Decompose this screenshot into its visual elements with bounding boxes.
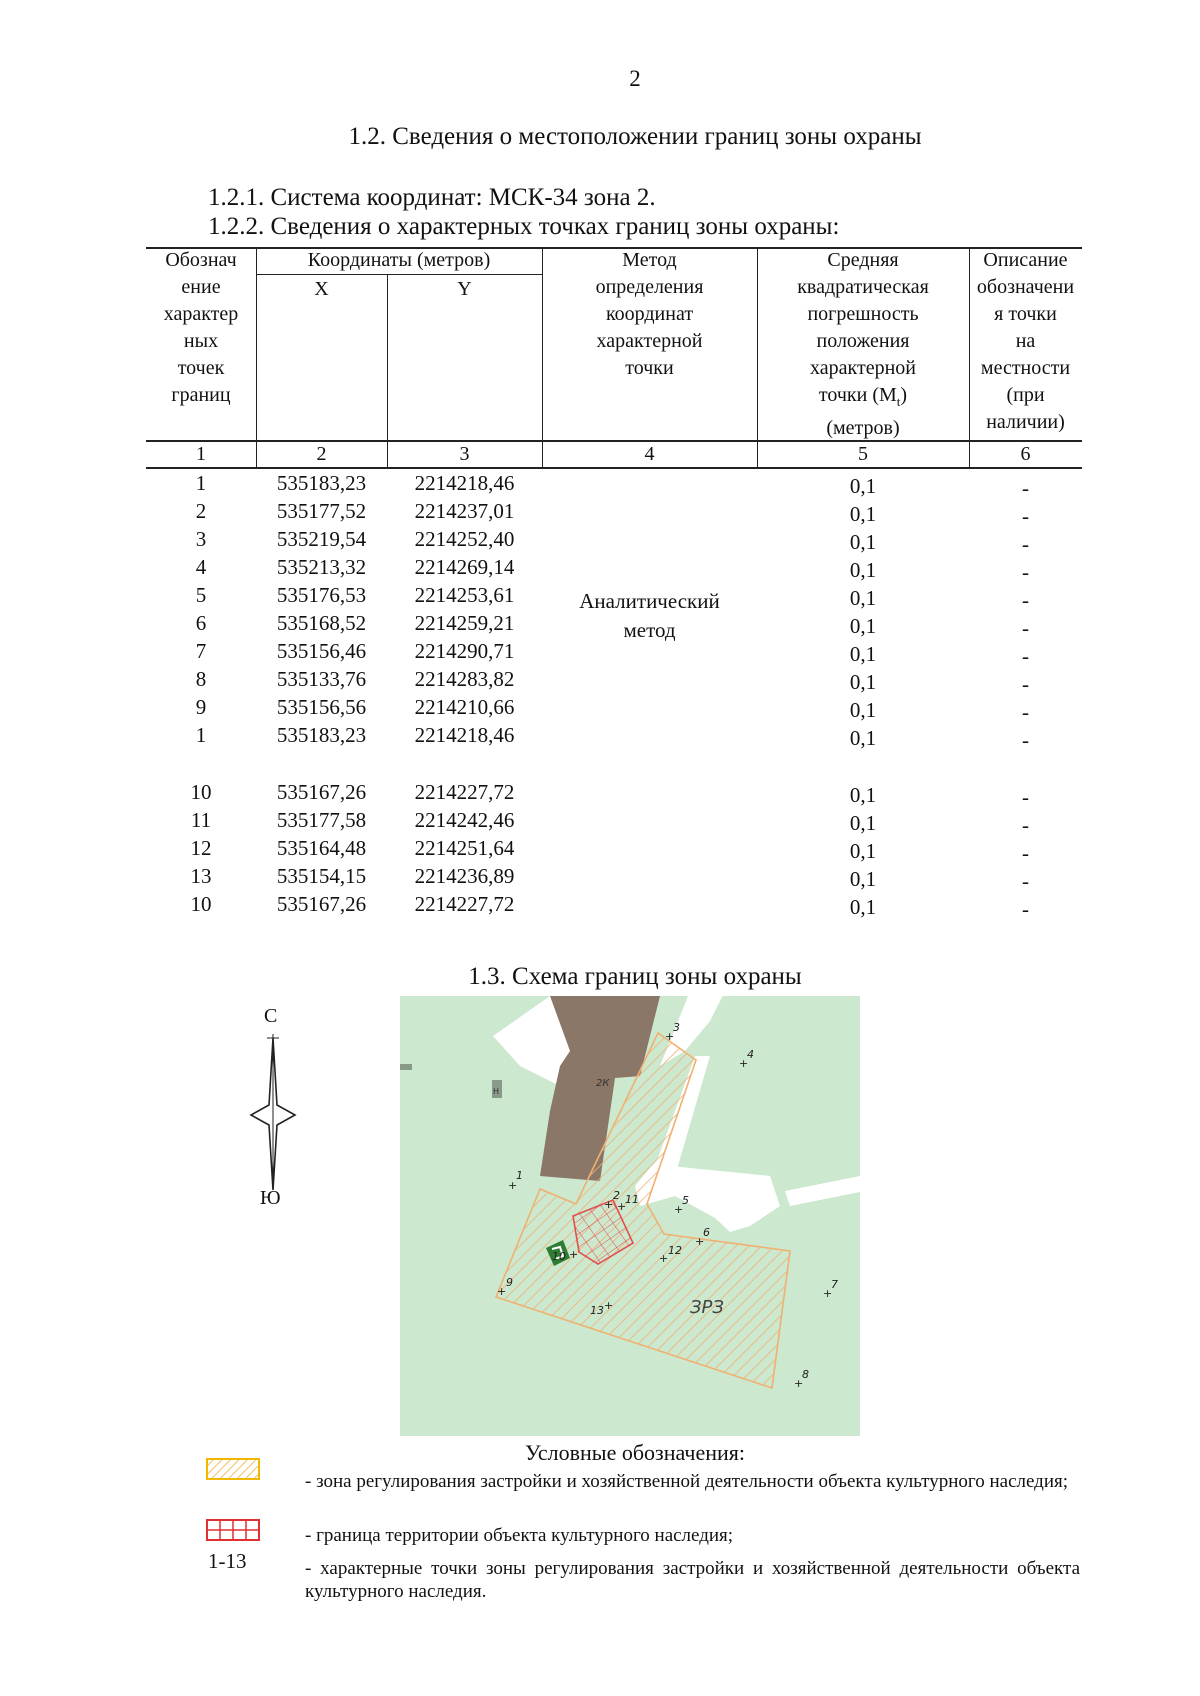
column-number: 3 <box>459 443 470 465</box>
point-7-label: 7 <box>831 1278 838 1291</box>
cell-description: - <box>1022 476 1029 500</box>
cell-y: 2214218,46 <box>414 723 515 747</box>
cell-point-number: 3 <box>195 527 207 551</box>
point-9-label: 9 <box>506 1276 513 1289</box>
point-3-label: 3 <box>673 1021 680 1034</box>
point-6-label: 6 <box>703 1226 710 1239</box>
cell-x: 535176,53 <box>276 583 367 607</box>
cell-x: 535154,15 <box>276 864 367 888</box>
cell-x: 535177,58 <box>276 808 367 832</box>
cell-description: - <box>1022 672 1029 696</box>
cell-error: 0,1 <box>849 558 877 582</box>
point-10-label: 10 <box>552 1250 566 1263</box>
cell-x: 535164,48 <box>276 836 367 860</box>
cell-x: 535167,26 <box>276 780 367 804</box>
header-y: Y <box>457 278 472 300</box>
cell-point-number: 9 <box>195 695 207 719</box>
cell-x: 535156,56 <box>276 695 367 719</box>
point-11-marker: + <box>617 1200 627 1213</box>
zrz-legend-symbol <box>206 1458 260 1480</box>
cell-error: 0,1 <box>849 698 877 722</box>
point-8-marker: + <box>794 1377 804 1390</box>
cell-error: 0,1 <box>849 530 877 554</box>
point-5-label: 5 <box>682 1194 689 1207</box>
cell-point-number: 1 <box>195 723 207 747</box>
small-structure <box>400 1064 412 1070</box>
column-number: 5 <box>858 443 868 465</box>
cell-point-number: 7 <box>195 639 207 663</box>
cell-error: 0,1 <box>849 867 877 891</box>
point-2-label: 2 <box>613 1189 620 1202</box>
point-1-marker: + <box>508 1179 518 1192</box>
method-value: Аналитический метод <box>579 589 720 642</box>
zone-label: ЗРЗ <box>690 1297 724 1318</box>
heritage-legend-symbol <box>206 1519 260 1541</box>
point-9-marker: + <box>497 1285 507 1298</box>
cell-x: 535213,32 <box>276 555 367 579</box>
cell-description: - <box>1022 504 1029 528</box>
cell-x: 535177,52 <box>276 499 367 523</box>
cell-y: 2214227,72 <box>414 892 515 916</box>
column-number: 6 <box>1020 443 1031 465</box>
legend-boundary-text: - граница территории объекта культурного наследия; <box>305 1525 734 1546</box>
point-8-label: 8 <box>802 1368 809 1381</box>
cell-y: 2214251,64 <box>414 836 515 860</box>
cell-point-number: 1 <box>195 471 207 495</box>
point-5-marker: + <box>674 1203 684 1216</box>
cell-x: 535183,23 <box>276 471 367 495</box>
coord-system-line: 1.2.1. Система координат: МСК-34 зона 2. <box>208 184 656 211</box>
point-12-label: 12 <box>668 1244 682 1257</box>
cell-description: - <box>1022 588 1029 612</box>
cell-x: 535168,52 <box>276 611 367 635</box>
scheme-map <box>400 996 860 1436</box>
header-method: Метод определения координат характерной точки <box>595 249 704 379</box>
cell-error: 0,1 <box>849 642 877 666</box>
cell-point-number: 11 <box>190 808 212 832</box>
header-description: Описание обозначени я точки на местности (при наличии) <box>976 249 1075 433</box>
cell-x: 535133,76 <box>276 667 367 691</box>
cell-description: - <box>1022 644 1029 668</box>
point-7-marker: + <box>823 1287 833 1300</box>
small-structure-label: Н <box>493 1087 500 1096</box>
cell-description: - <box>1022 700 1029 724</box>
cell-error: 0,1 <box>849 726 877 750</box>
building-label: 2К <box>596 1078 610 1089</box>
cell-error: 0,1 <box>849 586 877 610</box>
cell-description: - <box>1022 841 1029 865</box>
column-number: 2 <box>316 443 327 465</box>
cell-y: 2214252,40 <box>414 527 515 551</box>
cell-error: 0,1 <box>849 895 877 919</box>
header-error: Средняя квадратическая погрешность положения характерной точки $(M_t)$ (метров) <box>797 249 929 439</box>
column-number: 4 <box>644 443 655 465</box>
cell-point-number: 4 <box>195 555 207 579</box>
legend-title: Условные обозначения: <box>524 1440 746 1465</box>
point-4-marker: + <box>739 1057 749 1070</box>
cell-point-number: 8 <box>195 667 207 691</box>
point-6-marker: + <box>695 1235 705 1248</box>
south-label: Ю <box>260 1187 281 1209</box>
point-4-label: 4 <box>747 1048 754 1061</box>
point-3-marker: + <box>665 1030 675 1043</box>
cell-y: 2214242,46 <box>414 808 515 832</box>
cell-point-number: 10 <box>190 892 212 916</box>
north-arrow <box>238 1005 310 1215</box>
points-info-line: 1.2.2. Сведения о характерных точках границ зоны охраны: <box>208 213 840 240</box>
cell-y: 2214283,82 <box>414 667 515 691</box>
cell-error: 0,1 <box>849 839 877 863</box>
cell-error: 0,1 <box>849 474 877 498</box>
point-1-label: 1 <box>516 1169 523 1182</box>
cell-y: 2214290,71 <box>414 639 515 663</box>
column-number: 1 <box>196 443 206 465</box>
cell-description: - <box>1022 728 1029 752</box>
cell-error: 0,1 <box>849 502 877 526</box>
cell-description: - <box>1022 897 1029 921</box>
point-10-marker: + <box>569 1248 579 1261</box>
point-13-label: 13 <box>590 1304 604 1317</box>
cell-description: - <box>1022 560 1029 584</box>
legend-points-text: - характерные точки зоны регулирования застройки и хозяйственной деятельности объекта культурного наследия. <box>305 1558 1080 1602</box>
cell-point-number: 10 <box>190 780 212 804</box>
cell-y: 2214253,61 <box>414 583 515 607</box>
cell-description: - <box>1022 532 1029 556</box>
cell-description: - <box>1022 785 1029 809</box>
cell-point-number: 6 <box>195 611 207 635</box>
cell-y: 2214227,72 <box>414 780 515 804</box>
header-x: X <box>314 278 329 300</box>
cell-x: 535219,54 <box>276 527 367 551</box>
cell-description: - <box>1022 869 1029 893</box>
cell-error: 0,1 <box>849 670 877 694</box>
cell-error: 0,1 <box>849 811 877 835</box>
coords-subheader-line <box>256 274 542 275</box>
cell-x: 535167,26 <box>276 892 367 916</box>
point-12-marker: + <box>659 1252 669 1265</box>
legend-zone-text: - зона регулирования застройки и хозяйственной деятельности объекта культурного наследия; <box>305 1471 1069 1492</box>
cell-y: 2214237,01 <box>414 499 515 523</box>
section-title: 1.2. Сведения о местоположении границ зоны охраны <box>348 123 922 150</box>
cell-error: 0,1 <box>849 783 877 807</box>
cell-error: 0,1 <box>849 614 877 638</box>
cell-y: 2214259,21 <box>414 611 515 635</box>
cell-y: 2214236,89 <box>414 864 515 888</box>
cell-point-number: 12 <box>190 836 212 860</box>
page-number: 2 <box>629 66 641 91</box>
point-11-label: 11 <box>625 1193 639 1206</box>
scheme-title: 1.3. Схема границ зоны охраны <box>468 963 802 990</box>
cell-point-number: 5 <box>195 583 207 607</box>
point-2-marker: + <box>604 1198 614 1211</box>
point-13-marker: + <box>604 1299 614 1312</box>
points-legend-range: 1-13 <box>208 1549 247 1573</box>
coordinates-table <box>146 247 1082 937</box>
cell-point-number: 13 <box>190 864 212 888</box>
cell-description: - <box>1022 616 1029 640</box>
cell-y: 2214210,66 <box>414 695 515 719</box>
cell-x: 535156,46 <box>276 639 367 663</box>
cell-y: 2214218,46 <box>414 471 515 495</box>
cell-y: 2214269,14 <box>414 555 515 579</box>
map-drawing <box>400 996 860 1436</box>
cell-point-number: 2 <box>195 499 207 523</box>
cell-description: - <box>1022 813 1029 837</box>
header-coords: Координаты (метров) <box>307 249 491 271</box>
cell-x: 535183,23 <box>276 723 367 747</box>
header-designation: Обознач ение характер ных точек границ <box>163 249 239 406</box>
north-label: С <box>264 1005 278 1027</box>
